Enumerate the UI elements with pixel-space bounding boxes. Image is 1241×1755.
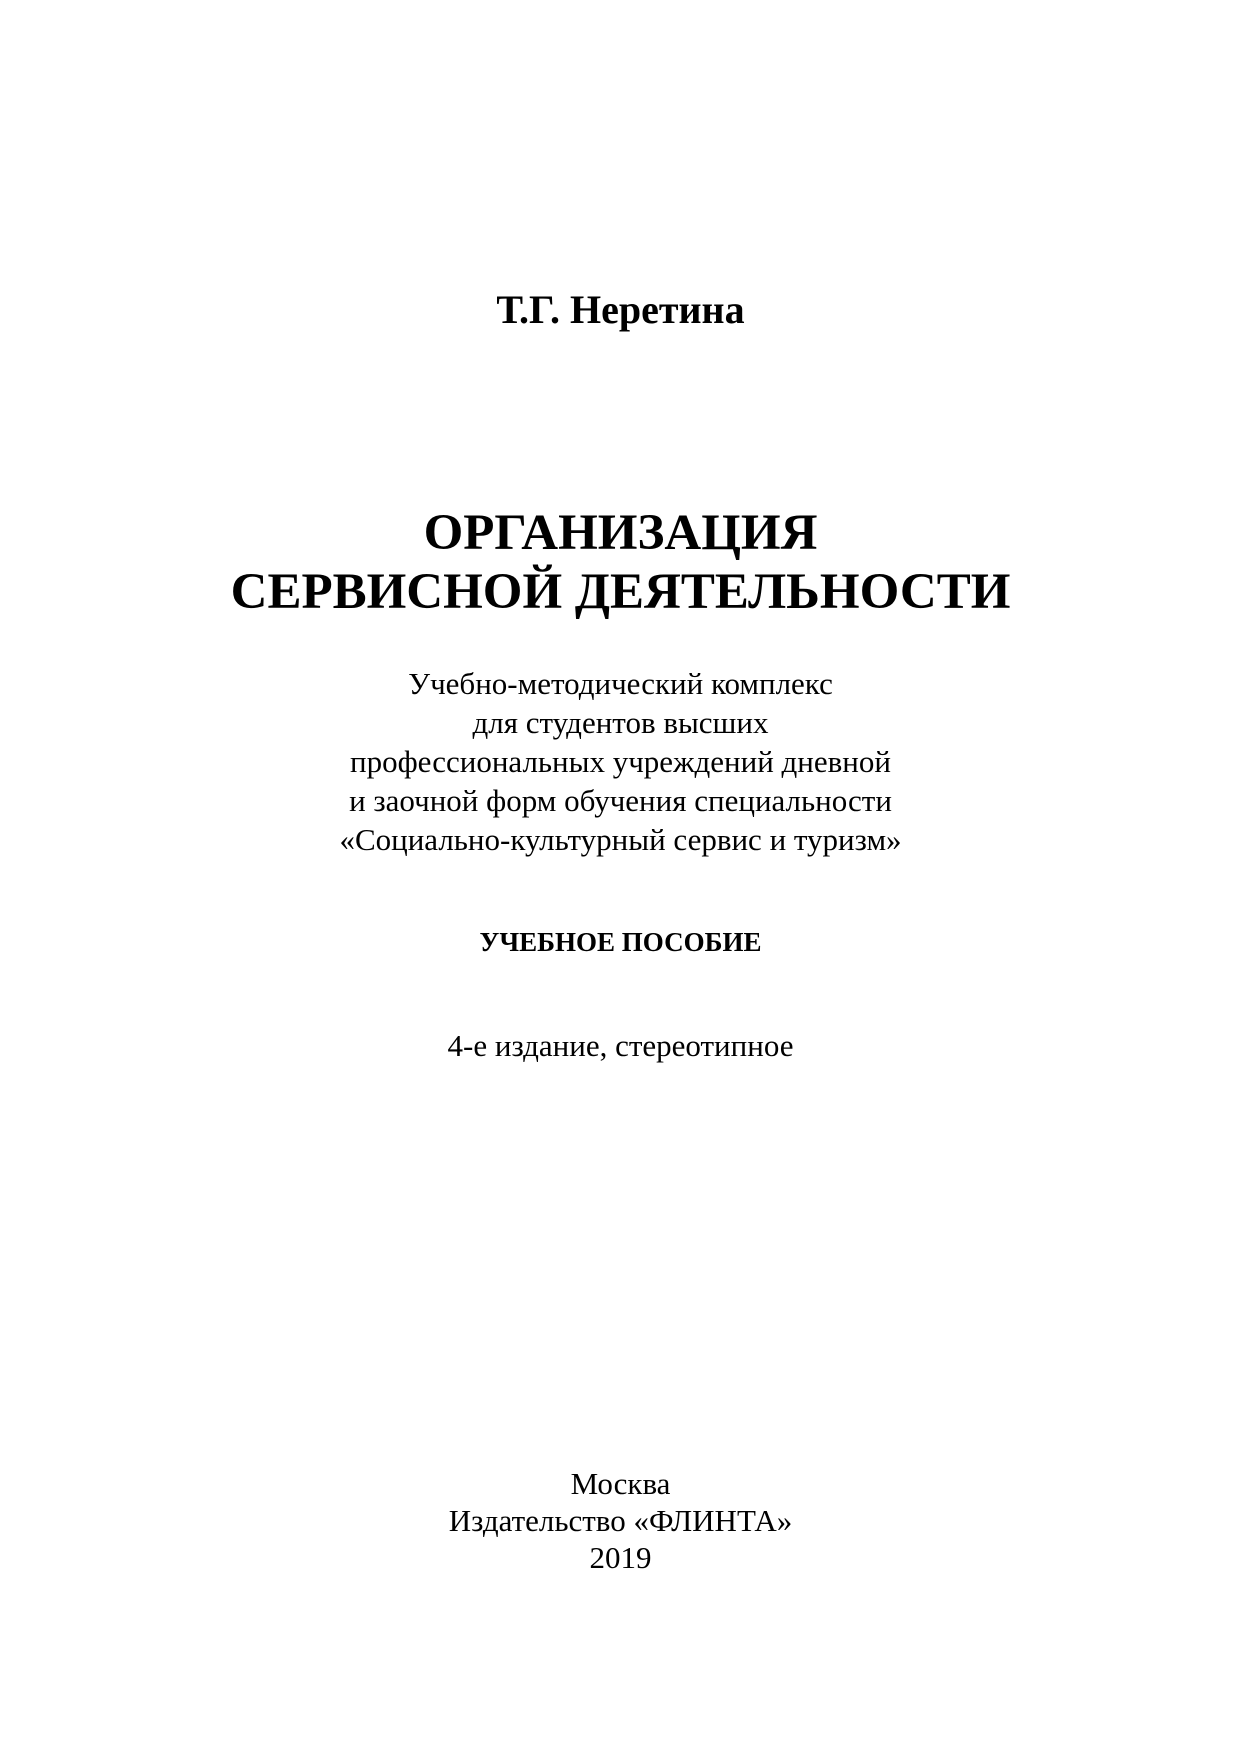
- description-line: для студентов высших: [472, 705, 769, 740]
- edition-note: 4-е издание, стереотипное: [447, 1028, 794, 1063]
- imprint-city: Москва: [570, 1466, 671, 1501]
- description-line: «Социально-культурный сервис и туризм»: [339, 822, 902, 857]
- author-name: Т.Г. Неретина: [496, 287, 745, 332]
- description-line: и заочной форм обучения специальности: [349, 783, 892, 818]
- imprint-year: 2019: [589, 1540, 652, 1575]
- book-title-line-1: ОРГАНИЗАЦИЯ: [423, 505, 818, 561]
- description-line: профессиональных учреждений дневной: [350, 744, 891, 779]
- imprint-publisher: Издательство «ФЛИНТА»: [448, 1503, 793, 1538]
- document-type: УЧЕБНОЕ ПОСОБИЕ: [479, 927, 762, 957]
- book-title-line-2: СЕРВИСНОЙ ДЕЯТЕЛЬНОСТИ: [230, 564, 1011, 620]
- description-line: Учебно-методический комплекс: [408, 666, 833, 701]
